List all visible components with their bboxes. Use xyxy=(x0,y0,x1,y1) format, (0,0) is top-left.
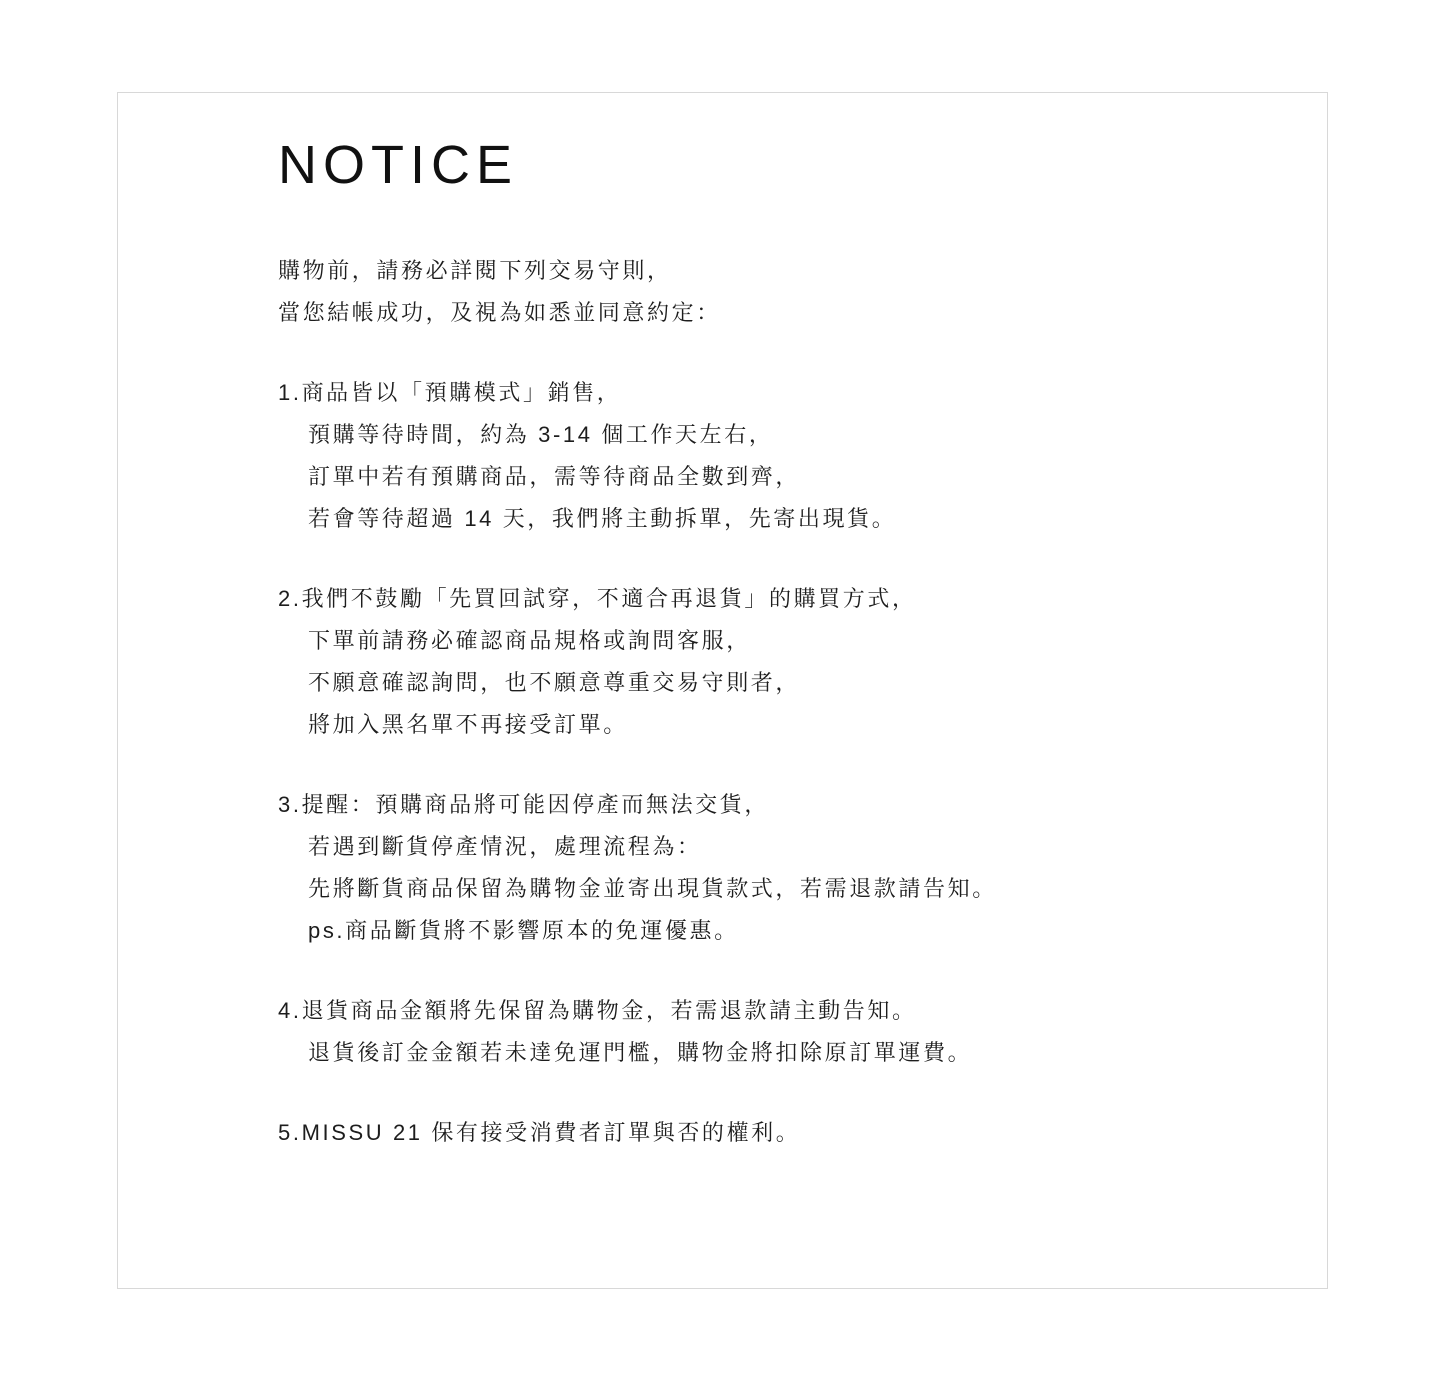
section-first-line xyxy=(278,784,1287,826)
notice-section-5 xyxy=(278,1112,1287,1154)
notice-section-4 xyxy=(278,990,1287,1074)
intro-line: 購物前，請務必詳閱下列交易守則， xyxy=(278,257,672,283)
section-line-text: 商品皆以「預購模式」銷售， xyxy=(301,379,622,405)
section-number: 3. xyxy=(278,791,302,817)
section-line: 將加入黑名單不再接受訂單。 xyxy=(308,711,628,737)
section-line-text: 我們不鼓勵「先買回試穿，不適合再退貨」的購買方式， xyxy=(301,585,917,611)
section-first-line xyxy=(278,990,1287,1032)
section-line: 不願意確認詢問，也不願意尊重交易守則者， xyxy=(308,669,801,695)
section-line-text: 提醒：預購商品將可能因停產而無法交貨， xyxy=(301,791,769,817)
section-first-line xyxy=(278,578,1287,620)
section-line: 下單前請務必確認商品規格或詢問客服， xyxy=(308,627,751,653)
intro-line: 當您結帳成功，及視為如悉並同意約定： xyxy=(278,299,721,325)
page-title: NOTICE xyxy=(278,135,519,195)
section-number: 5. xyxy=(278,1119,302,1145)
section-line: 訂單中若有預購商品，需等待商品全數到齊， xyxy=(308,463,801,489)
section-number: 4. xyxy=(278,997,302,1023)
notice-section-2 xyxy=(278,578,1287,746)
notice-content xyxy=(278,133,1287,1154)
section-line-text: MISSU 21 保有接受消費者訂單與否的權利。 xyxy=(301,1119,801,1145)
section-line-text: 退貨商品金額將先保留為購物金，若需退款請主動告知。 xyxy=(301,997,917,1023)
section-number: 1. xyxy=(278,379,302,405)
notice-intro xyxy=(278,250,1287,334)
notice-section-1 xyxy=(278,372,1287,540)
section-line: 預購等待時間，約為 3-14 個工作天左右， xyxy=(308,421,774,447)
section-first-line xyxy=(278,372,1287,414)
section-line: 若會等待超過 14 天，我們將主動拆單，先寄出現貨。 xyxy=(308,505,897,531)
section-line: 退貨後訂金金額若未達免運門檻，購物金將扣除原訂單運費。 xyxy=(308,1039,973,1065)
notice-card xyxy=(117,92,1328,1289)
notice-section-3 xyxy=(278,784,1287,952)
section-line: ps.商品斷貨將不影響原本的免運優惠。 xyxy=(308,917,739,943)
section-number: 2. xyxy=(278,585,302,611)
section-first-line xyxy=(278,1112,1287,1154)
section-line: 若遇到斷貨停產情況，處理流程為： xyxy=(308,833,702,859)
section-line: 先將斷貨商品保留為購物金並寄出現貨款式，若需退款請告知。 xyxy=(308,875,997,901)
